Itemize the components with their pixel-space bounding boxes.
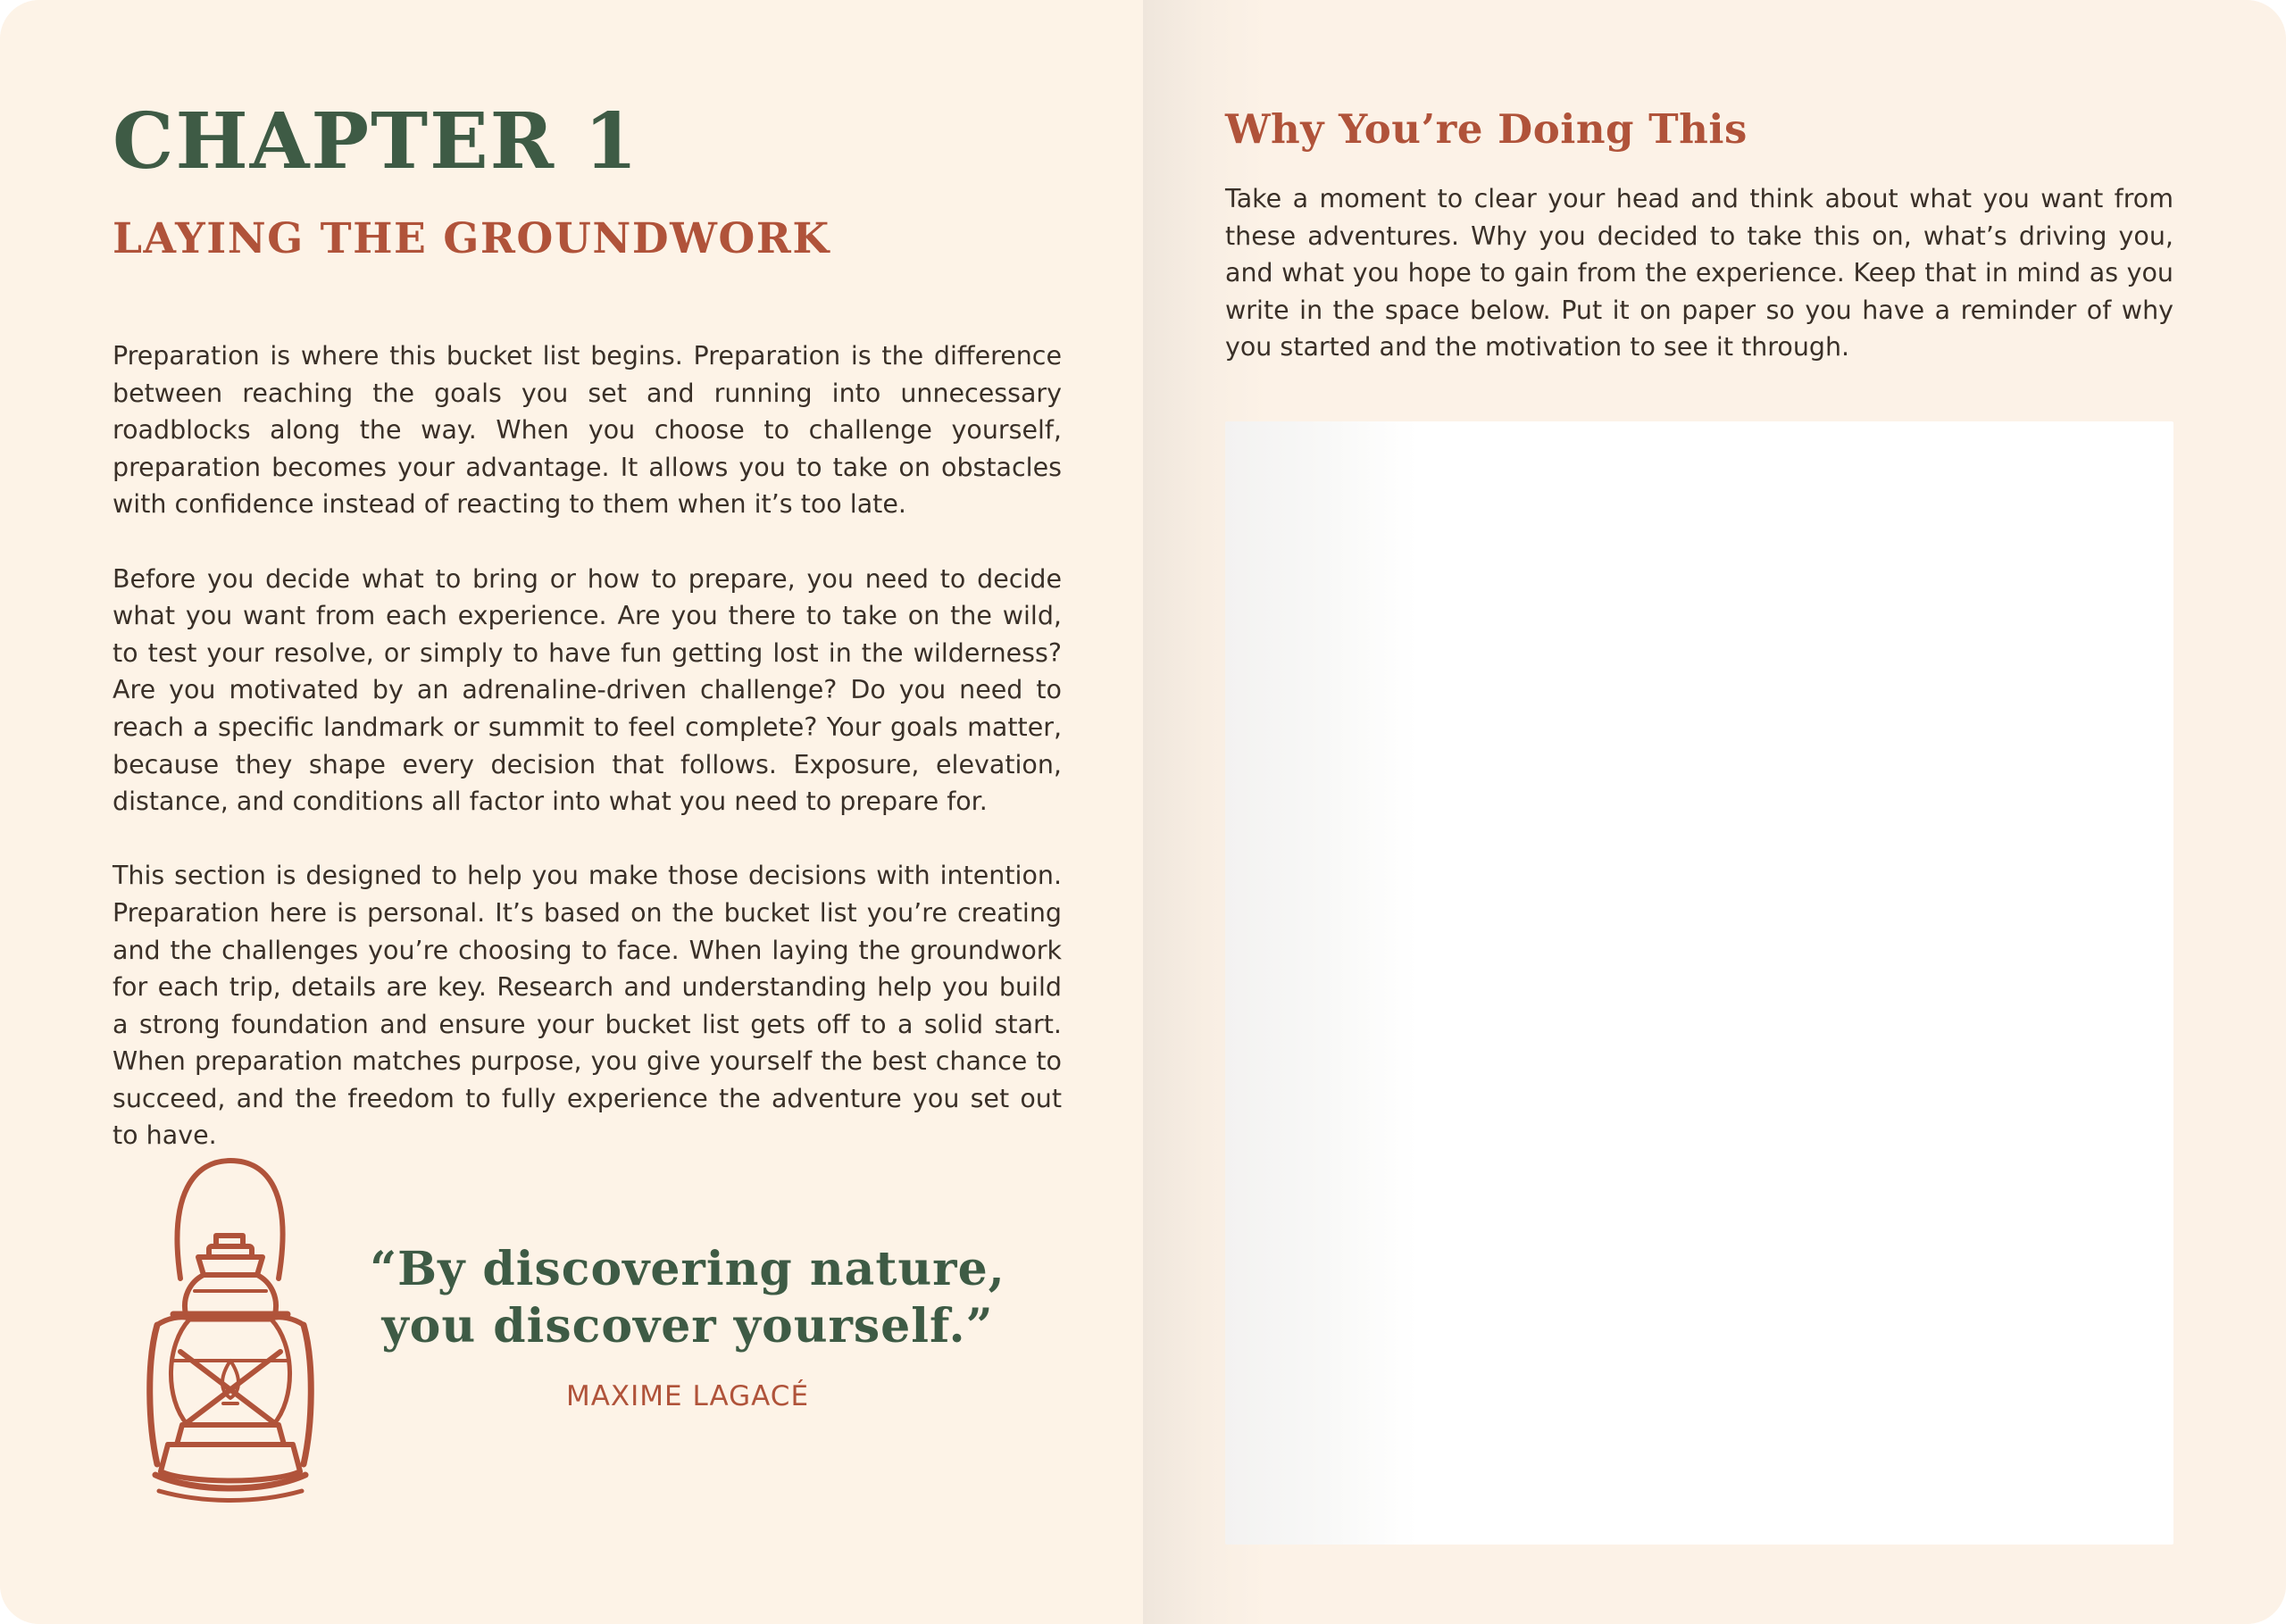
paragraph-3: This section is designed to help you make those decisions with intention. Preparation here is personal. It’s based on the bucket list you’re creating and the challenges you’re choosing to face. When laying the groundwork for each trip, details are key. Research and understanding help you build a strong foundation and ensure your bucket list gets off to a solid start. When preparation matches purpose, you give yourself the best chance to succeed, and the freedom to fully experience the adventure you set out to have.: [113, 861, 1062, 1151]
chapter-intro: [113, 337, 1062, 1192]
section-intro: Take a moment to clear your head and think about what you want from these adventures. Why you decided to take this on, what’s driving you, and what you hope to gain from the experience. Keep that in mind as you write in the space below. Put it on paper so you have a reminder of why you started and the motivation to see it through.: [1225, 184, 2173, 362]
quote-line-2: you discover yourself.”: [381, 1299, 994, 1353]
writing-area[interactable]: [1225, 421, 2173, 1545]
paragraph-1: Preparation is where this bucket list begins. Preparation is the difference between reaching the goals you set and running into unnecessary roadblocks along the way. When you choose to challenge yourself, preparation becomes your advantage. It allows you to take on obstacles with confidence instead of reacting to them when it’s too late.: [113, 341, 1062, 520]
chapter-title: LAYING THE GROUNDWORK: [113, 214, 830, 263]
section-heading: Why You’re Doing This: [1225, 105, 1748, 153]
quote-line-1: “By discovering nature,: [370, 1242, 1005, 1296]
chapter-number: CHAPTER 1: [113, 96, 639, 187]
quote-text: [339, 1241, 1036, 1355]
lantern-icon: [141, 1157, 320, 1514]
quote-author: MAXIME LAGACÉ: [565, 1380, 810, 1412]
paragraph-2: Before you decide what to bring or how to prepare, you need to decide what you want from each experience. Are you there to take on the wild, to test your resolve, or simply to have fun getting lost in the wilderness? Are you motivated by an adrenaline-driven challenge? Do you need to reach a specific landmark or summit to feel complete? Your goals matter, because they shape every decision that follows. Exposure, elevation, distance, and conditions all factor into what you need to prepare for.: [113, 563, 1062, 817]
